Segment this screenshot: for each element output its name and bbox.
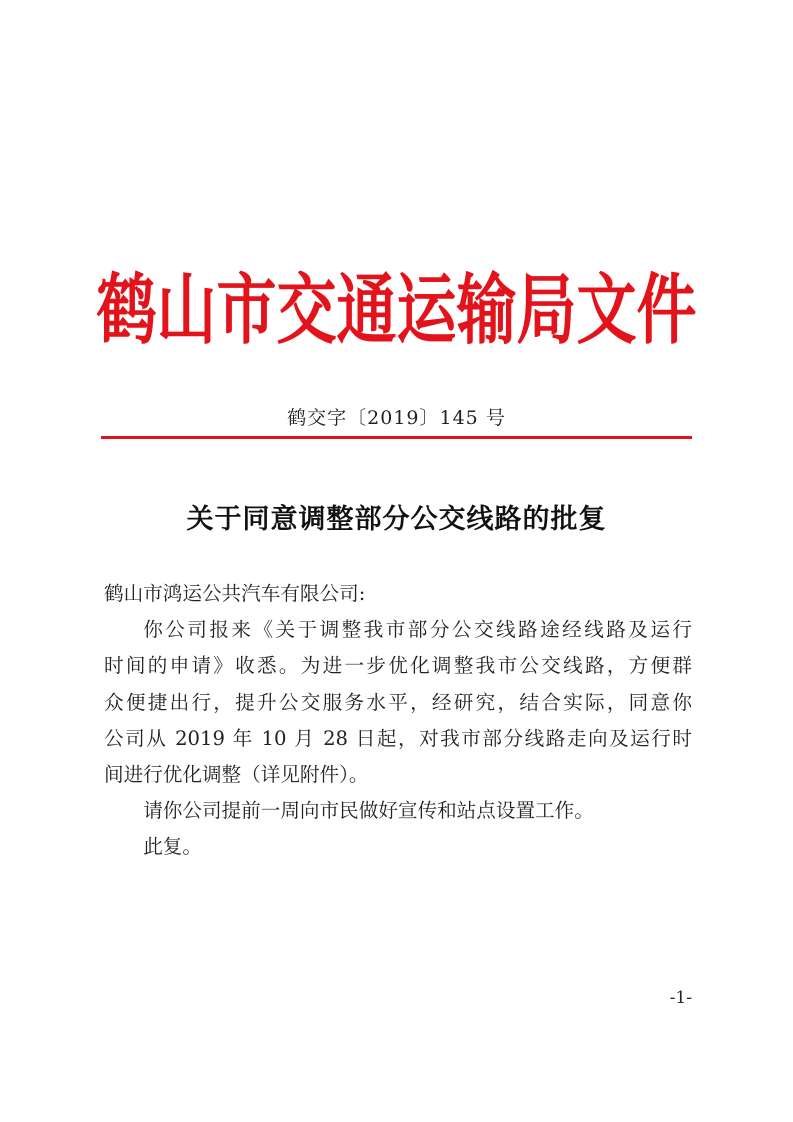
document-title: 关于同意调整部分公交线路的批复 bbox=[186, 504, 607, 535]
paragraph-1-line-2: 时间的申请》收悉。为进一步优化调整我市公交线路，方便群 bbox=[104, 654, 692, 678]
page-number: -1- bbox=[669, 988, 692, 1008]
salutation: 鹤山市鸿运公共汽车有限公司: bbox=[104, 582, 366, 605]
paragraph-1-line-4: 公司从 2019 年 10 月 28 日起，对我市部分线路走向及运行时 bbox=[104, 726, 692, 750]
paragraph-1-line-3: 众便捷出行，提升公交服务水平，经研究，结合实际，同意你 bbox=[104, 690, 692, 714]
agency-header-title: 鹤山市交通运输局文件 bbox=[96, 266, 697, 356]
closing-remark: 此复。 bbox=[143, 835, 202, 859]
paragraph-1-line-1: 你公司报来《关于调整我市部分公交线路途经线路及运行 bbox=[143, 618, 692, 642]
document-number: 鹤交字〔2019〕145 号 bbox=[287, 407, 506, 429]
red-divider-line bbox=[101, 436, 692, 439]
paragraph-2: 请你公司提前一周向市民做好宣传和站点设置工作。 bbox=[143, 799, 594, 823]
paragraph-1 bbox=[104, 612, 692, 793]
document-body bbox=[104, 576, 692, 866]
paragraph-1-line-5: 间进行优化调整（详见附件）。 bbox=[104, 763, 369, 787]
